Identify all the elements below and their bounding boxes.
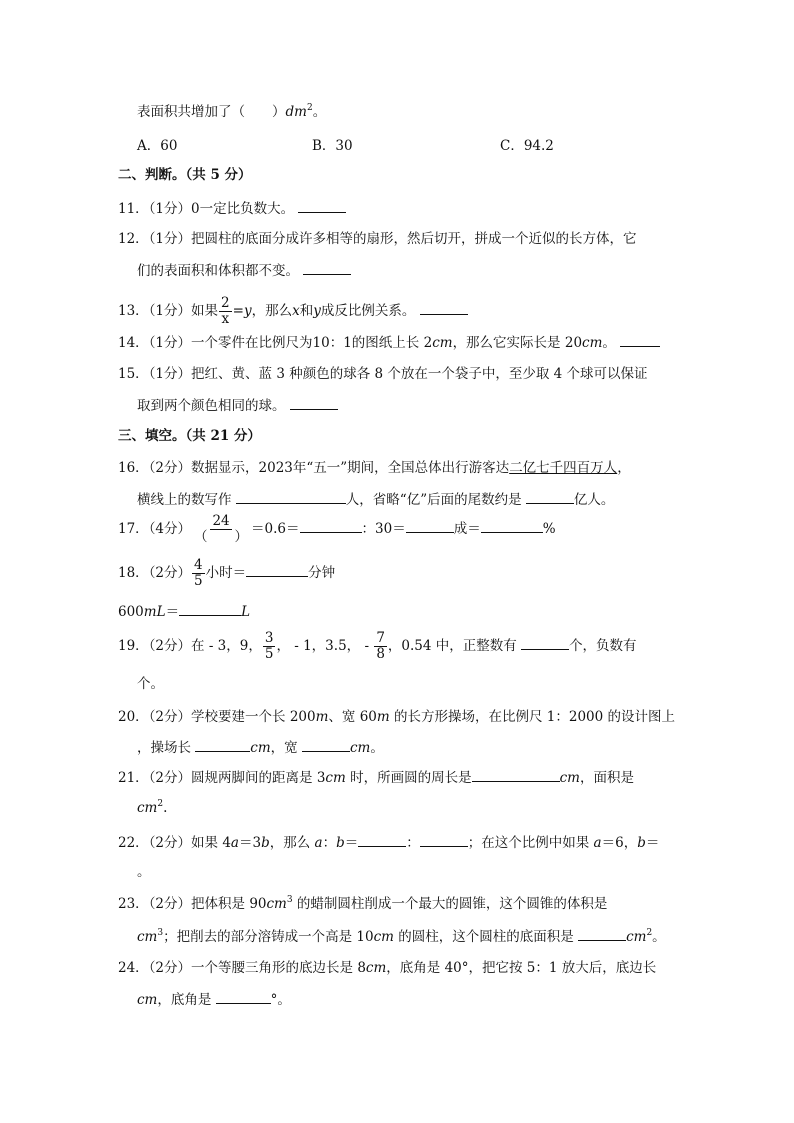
question-15-line2: 取到两个颜色相同的球。 [137,395,338,416]
question-15: 15．（1分）把红、黄、蓝 3 种颜色的球各 8 个放在一个袋子中，至少取 4 个球可以保证 [118,366,648,382]
answer-blank[interactable] [420,300,468,315]
question-13: 13．（1分）如果 $\frac{2}{x}$ =y，那么x和y成反比例关系。 [118,296,468,327]
fraction: $\frac{7}{8}$ [376,630,385,662]
answer-blank[interactable] [298,198,346,213]
answer-blank[interactable] [620,332,660,347]
answer-blank[interactable] [526,489,574,504]
answer-blank[interactable] [290,395,338,410]
question-19-line2: 个。 [137,676,164,692]
question-24-line2: cm，底角是 °。 [137,989,291,1010]
answer-blank[interactable] [406,518,454,533]
section-title-fill: 三、填空。（共 21 分） [118,428,261,444]
answer-blank[interactable] [358,832,406,847]
question-14: 14．（1分）一个零件在比例尺为10：1的图纸上长 2cm，那么它实际长是 20cm。 [118,332,660,353]
section-title-judge: 二、判断。（共 5 分） [118,167,252,183]
question-23-line2: $cm^3$；把削去的部分溶铸成一个高是 10cm 的圆柱，这个圆柱的底面积是 $cm^2$。 [137,928,666,945]
answer-blank[interactable] [303,260,351,275]
question-18-line2: 600mL＝ L [118,601,250,622]
question-24: 24．（2分）一个等腰三角形的底边长是 8cm，底角是 40°，把它按 5：1 放大后，底边长 [118,960,657,976]
q10-tail: 表面积共增加了（ ）$dm^2$。 [137,103,327,120]
fraction: $\frac{2}{x}$ [221,295,230,327]
answer-blank[interactable] [246,562,308,577]
answer-paren[interactable] [245,104,272,120]
q10-text: 表面积共增加了（ [137,104,245,120]
q10-option-c[interactable]: C．94.2 [500,138,554,154]
fraction: $\frac{4}{5}$ [194,557,203,589]
answer-blank[interactable] [472,767,560,782]
answer-blank[interactable] [179,601,241,616]
answer-blank[interactable] [481,518,543,533]
answer-blank[interactable] [420,832,468,847]
q10-option-b[interactable]: B．30 [312,138,353,154]
question-18: 18．（2分） $\frac{4}{5}$ 小时＝ 分钟 [118,557,336,589]
question-17: 17．（4分） $\frac{24}{( )}$ ＝0.6＝ ：30＝ 成＝ % [118,513,556,545]
answer-blank[interactable] [195,737,250,752]
answer-blank[interactable] [236,489,346,504]
answer-blank[interactable] [302,737,350,752]
answer-blank[interactable] [300,518,362,533]
question-22: 22．（2分）如果 4a＝3b，那么 a：b＝ ： ；在这个比例中如果 a＝6，b＝ [118,832,659,853]
question-21: 21．（2分）圆规两脚间的距离是 3cm 时，所画圆的周长是 cm，面积是 [118,767,634,788]
question-20: 20．（2分）学校要建一个长 200m、宽 60m 的长方形操场，在比例尺 1：2000 的设计图上 [118,709,676,725]
answer-blank[interactable] [578,926,626,941]
question-20-line2: ，操场长 cm，宽 cm。 [137,737,384,758]
q10-option-a[interactable]: A．60 [137,138,178,154]
question-12-line2: 们的表面积和体积都不变。 [137,260,351,281]
question-23: 23．（2分）把体积是 $90cm^3$ 的蜡制圆柱削成一个最大的圆锥，这个圆锥的体积是 [118,895,608,912]
question-21-line2: $cm^2$. [137,799,168,816]
fraction: $\frac{3}{5}$ [264,630,274,662]
question-11: 11．（1分）0一定比负数大。 [118,198,346,219]
answer-blank[interactable] [216,989,271,1004]
question-19: 19．（2分）在 - 3，9， $\frac{3}{5}$ ， - 1，3.5， - $\frac{7}{8}$ ，0.54 中，正整数有 个，负数有 [118,630,637,662]
question-22-line2: 。 [137,864,151,880]
question-16: 16．（2分）数据显示，2023年“五一”期间，全国总体出行游客达二亿七千四百万人， [118,460,631,476]
question-12: 12．（1分）把圆柱的底面分成许多相等的扇形，然后切开，拼成一个近似的长方体，它 [118,231,637,247]
answer-blank[interactable] [521,635,569,650]
question-16-line2: 横线上的数写作 人，省略“亿”后面的尾数约是 亿人。 [137,489,614,510]
fraction: $\frac{24}{( )}$ [194,513,249,545]
